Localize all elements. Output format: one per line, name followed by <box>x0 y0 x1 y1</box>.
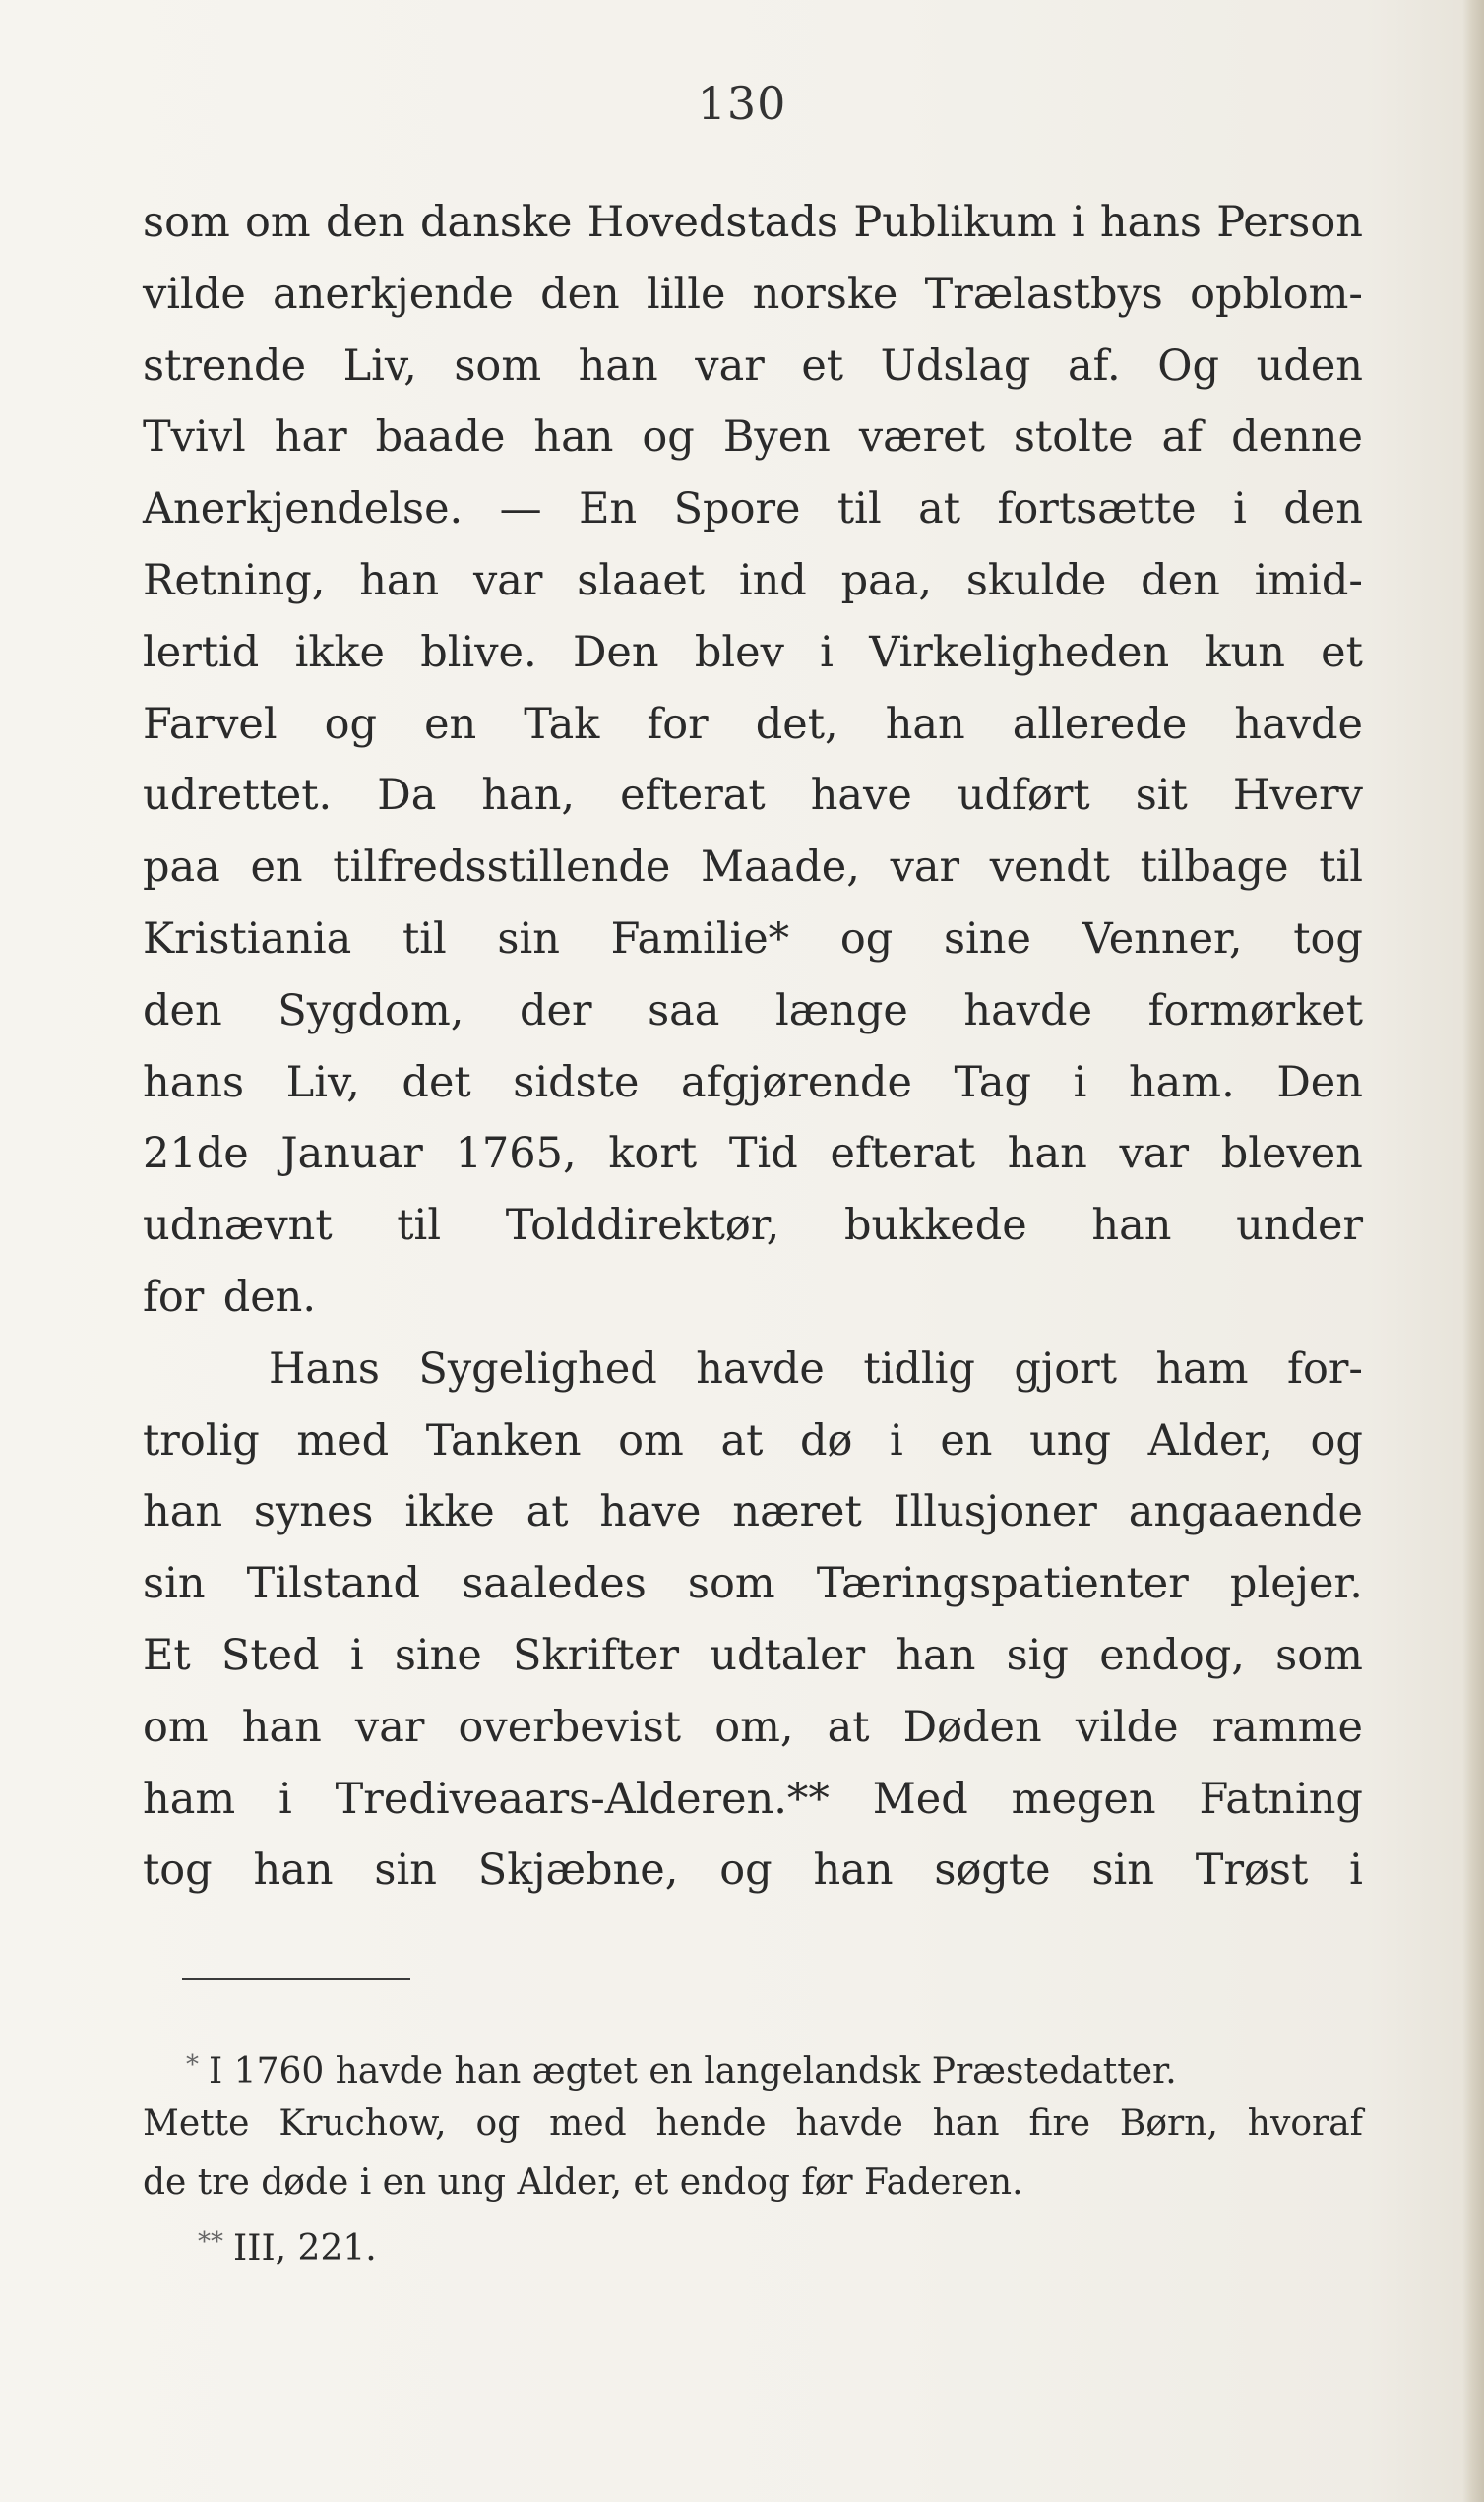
word: det <box>402 1057 471 1107</box>
word: ramme <box>1211 1702 1363 1752</box>
word: — <box>499 484 542 534</box>
word: til <box>1319 843 1363 893</box>
word: at <box>720 1415 764 1466</box>
text-line <box>143 1620 1363 1692</box>
word: Virkeligheden <box>869 627 1170 677</box>
word: for <box>647 699 709 749</box>
word: Byen <box>722 412 831 463</box>
word: var <box>473 555 543 605</box>
word: og <box>839 913 894 964</box>
word: og <box>719 1845 773 1896</box>
word: slaaet <box>577 555 706 605</box>
footnote-marker: * <box>186 2050 199 2080</box>
word: baade <box>375 412 506 463</box>
word: han, <box>481 771 576 821</box>
word: vilde <box>143 269 246 319</box>
word: hans <box>143 1057 245 1107</box>
word: været <box>858 412 985 463</box>
word: Sygelighed <box>418 1344 657 1394</box>
word: bukkede <box>843 1201 1027 1251</box>
word: Fatning <box>1199 1774 1363 1824</box>
word: tilfredsstillende <box>333 843 671 893</box>
word: at <box>827 1702 870 1752</box>
word: havde <box>795 2103 903 2144</box>
word: Tag <box>954 1057 1032 1107</box>
word: Hovedstads <box>587 198 838 247</box>
word: til <box>397 1201 442 1251</box>
word: Skrifter <box>513 1630 680 1680</box>
text-line <box>143 1118 1363 1190</box>
footnote-2 <box>143 2213 1363 2272</box>
footnote-1-line-2 <box>143 2095 1363 2154</box>
word: af <box>1161 412 1204 463</box>
word: for- <box>1287 1344 1363 1394</box>
word: udnævnt <box>143 1201 333 1251</box>
footnote-text: III, 221. <box>233 2228 377 2269</box>
word: Tvivl <box>143 412 246 463</box>
word: paa <box>143 843 220 893</box>
text-line <box>143 473 1363 545</box>
word: havde <box>696 1344 825 1394</box>
body-text <box>143 187 1363 1907</box>
word: var <box>890 843 960 893</box>
footnotes <box>143 2035 1363 2272</box>
word: en <box>424 699 477 749</box>
word: Retning, <box>143 555 326 605</box>
word: Med <box>872 1774 968 1824</box>
word: han <box>253 1845 334 1896</box>
text-line <box>143 1835 1363 1907</box>
word: En <box>579 484 638 534</box>
text-line <box>143 331 1363 403</box>
word: Tanken <box>425 1415 582 1466</box>
word: med <box>549 2103 627 2144</box>
word: ung <box>1029 1415 1111 1466</box>
word: af. <box>1067 341 1121 391</box>
text-line <box>143 904 1363 975</box>
word: Familie* <box>610 913 790 964</box>
word: Liv, <box>342 341 417 391</box>
word: næret <box>732 1487 862 1537</box>
word: fire <box>1028 2103 1091 2144</box>
text-line <box>143 402 1363 473</box>
text-line <box>143 259 1363 331</box>
word: saa <box>648 985 720 1035</box>
word: Døden <box>902 1702 1042 1752</box>
word: Skjæbne, <box>477 1845 679 1896</box>
word: han <box>578 341 658 391</box>
footnote-1-line-3 <box>143 2154 1363 2213</box>
word: et <box>801 341 844 391</box>
word: ham <box>1155 1344 1249 1394</box>
footnote-divider <box>182 1978 410 1980</box>
word: Trælastbys <box>924 269 1163 319</box>
text-line <box>143 689 1363 761</box>
word: søgte <box>934 1845 1051 1896</box>
word: Kristiania <box>143 913 352 964</box>
text-line <box>143 975 1363 1047</box>
word: den <box>1283 484 1363 534</box>
word: i <box>278 1774 292 1824</box>
text-line <box>143 832 1363 904</box>
word: Tid <box>728 1129 798 1179</box>
word: opblom- <box>1190 269 1363 319</box>
word: den <box>1141 555 1220 605</box>
word: denne <box>1231 412 1363 463</box>
word: Sygdom, <box>278 985 464 1035</box>
word: i <box>349 1630 364 1680</box>
word: paa, <box>840 555 933 605</box>
word: Tilstand <box>246 1559 421 1609</box>
text-line <box>143 617 1363 689</box>
word: som <box>687 1559 775 1609</box>
word: have <box>810 771 912 821</box>
footnote-text: de tre døde i en ung Alder, et endog før Faderen. <box>143 2162 1023 2203</box>
word: endog, <box>1099 1630 1245 1680</box>
word: i <box>1349 1845 1363 1896</box>
word: en <box>250 843 303 893</box>
word: hende <box>655 2103 767 2144</box>
word: med <box>296 1415 390 1466</box>
word: Farvel <box>143 699 278 749</box>
word: han <box>813 1845 894 1896</box>
word: Liv, <box>285 1057 360 1107</box>
word: lertid <box>143 627 260 677</box>
word: kun <box>1205 627 1285 677</box>
word: han <box>1091 1201 1172 1251</box>
word: norske <box>752 269 898 319</box>
word: Tak <box>524 699 600 749</box>
word: bleven <box>1220 1129 1363 1179</box>
word: var <box>695 341 765 391</box>
word: han <box>1007 1129 1087 1179</box>
word: om <box>618 1415 684 1466</box>
word: udrettet. <box>143 771 333 821</box>
word: kort <box>608 1129 698 1179</box>
word: i <box>820 627 834 677</box>
word: han <box>241 1702 322 1752</box>
word: Børn, <box>1119 2103 1218 2144</box>
word: ikke <box>294 627 385 677</box>
word: ikke <box>404 1487 495 1537</box>
text-line <box>143 1764 1363 1836</box>
word: Anerkjendelse. <box>143 484 464 534</box>
word: i <box>1073 1057 1087 1107</box>
word: fortsætte <box>997 484 1197 534</box>
word: Hverv <box>1232 771 1363 821</box>
word: tog <box>1293 913 1363 964</box>
word: angaaende <box>1128 1487 1363 1537</box>
word: tilbage <box>1140 843 1289 893</box>
word: om <box>245 198 311 247</box>
text-line <box>143 760 1363 832</box>
text-line <box>143 1190 1363 1262</box>
word: sine <box>394 1630 482 1680</box>
word: udtaler <box>710 1630 866 1680</box>
word: tidlig <box>863 1344 975 1394</box>
word: han <box>359 555 440 605</box>
word: sit <box>1135 771 1188 821</box>
word: den <box>143 985 222 1035</box>
word: Tolddirektør, <box>505 1201 780 1251</box>
word: den. <box>222 1272 317 1322</box>
word: havde <box>1234 699 1363 749</box>
word: formørket <box>1147 985 1363 1035</box>
word: til <box>836 484 882 534</box>
text-line <box>143 187 1363 259</box>
word: han <box>533 412 614 463</box>
word: og <box>475 2103 521 2144</box>
page-edge-shadow <box>1462 0 1484 2502</box>
word: Venner, <box>1082 913 1243 964</box>
word: Kruchow, <box>278 2103 447 2144</box>
word: hvoraf <box>1247 2103 1363 2144</box>
word: Den <box>1276 1057 1363 1107</box>
word: Og <box>1157 341 1220 391</box>
word: stolte <box>1013 412 1134 463</box>
word: ind <box>738 555 807 605</box>
word: 21de <box>143 1129 249 1179</box>
word: som <box>143 198 230 247</box>
word: en <box>940 1415 993 1466</box>
word: efterat <box>830 1129 976 1179</box>
word: at <box>526 1487 569 1537</box>
word: i <box>1071 198 1085 247</box>
word: Et <box>143 1630 191 1680</box>
word: sig <box>1006 1630 1069 1680</box>
word: skulde <box>965 555 1107 605</box>
word: vilde <box>1075 1702 1179 1752</box>
word: udført <box>957 771 1090 821</box>
word: blev <box>694 627 784 677</box>
word: var <box>1119 1129 1190 1179</box>
word: afgjørende <box>680 1057 912 1107</box>
word: ham. <box>1128 1057 1235 1107</box>
word: han <box>896 1630 976 1680</box>
word: i <box>1233 484 1247 534</box>
text-line <box>143 1047 1363 1119</box>
word: ham <box>143 1774 236 1824</box>
word: han <box>885 699 965 749</box>
word: Trøst <box>1195 1845 1309 1896</box>
word: Den <box>572 627 659 677</box>
word: saaledes <box>462 1559 647 1609</box>
word: der <box>519 985 592 1035</box>
word: som <box>454 341 542 391</box>
word: imid- <box>1254 555 1363 605</box>
word: for <box>143 1272 205 1322</box>
word: danske <box>420 198 573 247</box>
text-line <box>143 1476 1363 1548</box>
word: Maade, <box>700 843 860 893</box>
word: og <box>1310 1415 1363 1466</box>
word: Publikum <box>853 198 1057 247</box>
word: dø <box>799 1415 853 1466</box>
word: Mette <box>143 2103 250 2144</box>
word: han <box>143 1487 223 1537</box>
word: under <box>1236 1201 1363 1251</box>
text-line <box>143 1262 1363 1334</box>
word: allerede <box>1012 699 1188 749</box>
word: det, <box>755 699 838 749</box>
word: sin <box>497 913 560 964</box>
word: uden <box>1256 341 1363 391</box>
word: længe <box>775 985 908 1035</box>
word: strende <box>143 341 307 391</box>
word: overbevist <box>458 1702 682 1752</box>
word: Alder, <box>1147 1415 1273 1466</box>
word: Person <box>1216 198 1363 247</box>
word: om <box>143 1702 209 1752</box>
word: trolig <box>143 1415 260 1466</box>
word: Illusjoner <box>893 1487 1097 1537</box>
word: 1765, <box>455 1129 577 1179</box>
word: anerkjende <box>273 269 514 319</box>
word: Spore <box>673 484 801 534</box>
word: have <box>599 1487 702 1537</box>
word: gjort <box>1014 1344 1117 1394</box>
word: har <box>274 412 347 463</box>
word: Tæringspatienter <box>816 1559 1189 1609</box>
word: sin <box>143 1559 206 1609</box>
word: Hans <box>269 1344 380 1394</box>
word: plejer. <box>1229 1559 1363 1609</box>
footnote-text: I 1760 havde han ægtet en langelandsk Præstedatter. <box>209 2051 1177 2092</box>
word: sin <box>374 1845 437 1896</box>
text-line <box>143 1548 1363 1620</box>
text-line <box>143 1692 1363 1764</box>
word: sine <box>943 913 1031 964</box>
word: Udslag <box>880 341 1031 391</box>
page-number: 130 <box>697 77 787 130</box>
footnote-1-line-1 <box>143 2035 1363 2095</box>
word: var <box>354 1702 425 1752</box>
word: havde <box>963 985 1093 1035</box>
word: og <box>324 699 378 749</box>
word: i <box>889 1415 903 1466</box>
word: blive. <box>420 627 537 677</box>
word: synes <box>253 1487 374 1537</box>
word: sin <box>1091 1845 1154 1896</box>
word: sidste <box>513 1057 640 1107</box>
footnote-marker: ** <box>198 2227 223 2257</box>
word: hans <box>1099 198 1202 247</box>
text-line <box>143 545 1363 617</box>
word: om, <box>714 1702 794 1752</box>
paragraph-start-line <box>143 1334 1363 1406</box>
word: et <box>1321 627 1363 677</box>
word: den <box>540 269 620 319</box>
word: som <box>1275 1630 1363 1680</box>
text-line <box>143 1406 1363 1477</box>
word: Da <box>377 771 437 821</box>
word: og <box>642 412 695 463</box>
word: den <box>326 198 405 247</box>
word: han <box>932 2103 1000 2144</box>
word: Januar <box>280 1129 423 1179</box>
word: lille <box>646 269 726 319</box>
word: til <box>402 913 447 964</box>
word: vendt <box>989 843 1110 893</box>
word: tog <box>143 1845 213 1896</box>
word: efterat <box>620 771 766 821</box>
word: at <box>918 484 961 534</box>
word: megen <box>1011 1774 1156 1824</box>
word: Trediveaars-Alderen.** <box>335 1774 830 1824</box>
word: Sted <box>220 1630 320 1680</box>
